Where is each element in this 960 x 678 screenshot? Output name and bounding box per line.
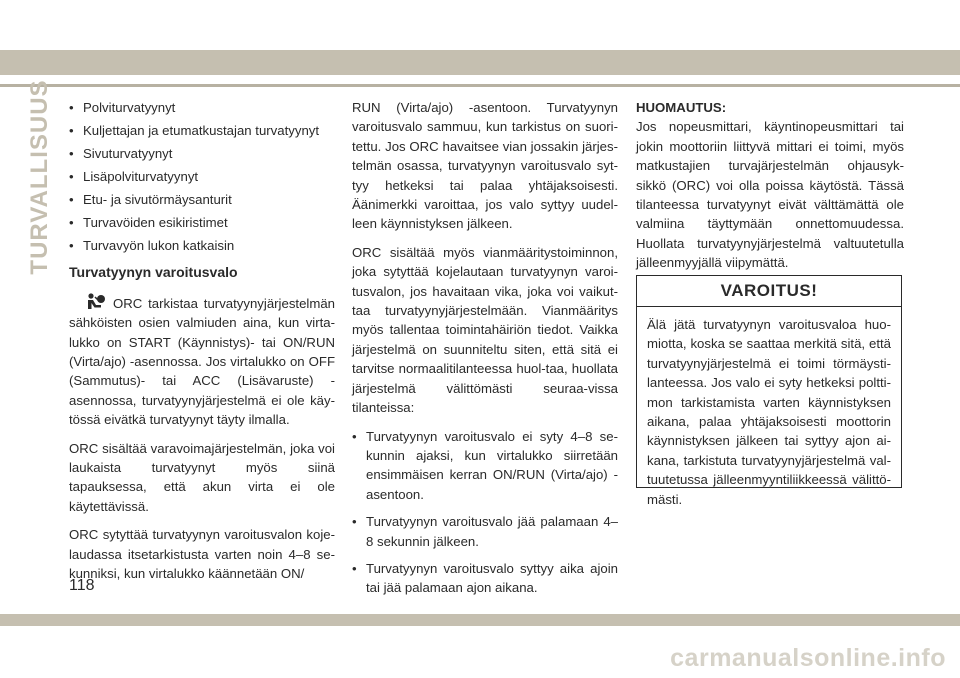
list-item: • Etu- ja sivutörmäysanturit xyxy=(69,190,335,209)
airbag-warning-icon xyxy=(85,293,107,311)
warning-title: VAROITUS! xyxy=(637,276,901,307)
page-number: 118 xyxy=(69,577,95,594)
column-3 xyxy=(636,98,904,282)
paragraph: ORC sisältää myös vianmääritystoiminnon, joka sytyttää kojelautaan turvatyynyn varoi-tusvalon, jos havaitaan vika, joka voi vaikut-taa turvatyynyjärjestelmään. Vianmääritys myös tallentaa toimintahäiriön tiedot. Vaikka järjestelmä on suunniteltu siten, että sitä ei tarvitse normaalitilanteessa huol-taa, huollata järjestelmä välittömästi seuraa-vissa tilanteissa: xyxy=(352,244,618,416)
footer-band xyxy=(0,614,960,626)
warning-text: Älä jätä turvatyynyn varoitusvaloa huo-miotta, koska se saattaa merkitä sitä, että turvatyynyjärjestelmä ei toimi törmäysti-lanteessa. Jos valo ei syty hetkeksi poltti-mon tarkistamista varten käynnistyksen aikana, palaa yhtäjaksoisesti moottorin käynnistyksen jälkeen tai syttyy ajon ai-kana, tarkistuta turvatyynyjärjestelmä val-tuutetussa jälleenmyyntiliikkeessä välittö-mästi. xyxy=(647,317,891,507)
column-2 xyxy=(352,98,618,606)
section-tab xyxy=(26,79,53,275)
note-text: Jos nopeusmittari, käyntinopeusmittari tai jokin moottoriin liittyvä mittari ei toimi, myös matkustajien turvajärjestelmän ohjausyk-sikkö (ORC) voi olla poissa käytöstä. Tässä tilanteessa turvatyynyt eivät välttämättä ole valmiina täyttymään onnettomuudessa. Huollata turvatyynyjärjestelmä valtuutetulla jälleenmyyjällä viipymättä. xyxy=(636,119,904,271)
list-item: • Sivuturvatyynyt xyxy=(69,144,335,163)
list-item: • Turvavyön lukon katkaisin xyxy=(69,236,335,255)
top-margin xyxy=(0,0,960,50)
paragraph xyxy=(69,293,335,430)
column-1 xyxy=(69,98,335,593)
list-item: • Turvatyynyn varoitusvalo ei syty 4–8 se-kunnin ajaksi, kun virtalukko siirretään ensimmäisen kerran ON/RUN (Virta/ajo) -asentoon. xyxy=(352,427,618,505)
list-item: • Polviturvatyynyt xyxy=(69,98,335,117)
section-tab-label: TURVALLISUUS xyxy=(26,79,53,275)
paragraph: ORC sytyttää turvatyynyn varoitusvalon koje-laudassa itsetarkistusta varten noin 4–8 se-kunniksi, kun virtalukko käännetään ON/ xyxy=(69,527,335,582)
list-item: • Kuljettajan ja etumatkustajan turvatyynyt xyxy=(69,121,335,140)
paragraph: ORC sisältää varavoimajärjestelmän, joka voi laukaista turvatyynyt myös siinä tapauksessa, että akun virta ei ole käytettävissä. xyxy=(69,440,335,514)
service-condition-list xyxy=(352,427,618,598)
list-item: • Lisäpolviturvatyynyt xyxy=(69,167,335,186)
component-list xyxy=(69,98,335,255)
note-title: HUOMAUTUS: xyxy=(636,100,727,115)
header-rule xyxy=(0,84,960,87)
list-item: • Turvavöiden esikiristimet xyxy=(69,213,335,232)
watermark: carmanualsonline.info xyxy=(670,644,946,672)
section-heading: Turvatyynyn varoitusvalo xyxy=(69,264,238,281)
list-item: • Turvatyynyn varoitusvalo jää palamaan 4–8 sekunnin jälkeen. xyxy=(352,512,618,551)
paragraph: RUN (Virta/ajo) -asentoon. Turvatyynyn varoitusvalo sammuu, kun tarkistus on suori-tettu. Jos ORC havaitsee vian jossakin järjes-telmän osassa, turvatyynyn varoitusvalo syt-tyy hetkeksi tai palaa yhtäjaksoisesti. Äänimerkki varoittaa, jos valo syttyy uudel-leen käynnistyksen jälkeen. xyxy=(352,100,618,232)
paragraph-text: ORC tarkistaa turvatyynyjärjestelmän sähköisten osien valmiuden aina, kun virta-lukko on START (Käynnistys)- tai ON/RUN (Virta/ajo) -asennossa. Jos virtalukko on OFF (Sammutus)- tai ACC (Lisävaruste) -asennossa, turvatyynyjärjestelmä ei ole käy-tössä eivätkä turvatyynyt täyty ilmalla. xyxy=(69,295,335,428)
header-band xyxy=(0,50,960,75)
list-item: • Turvatyynyn varoitusvalo syttyy aika ajoin tai jää palamaan ajon aikana. xyxy=(352,559,618,598)
warning-box xyxy=(636,275,902,507)
